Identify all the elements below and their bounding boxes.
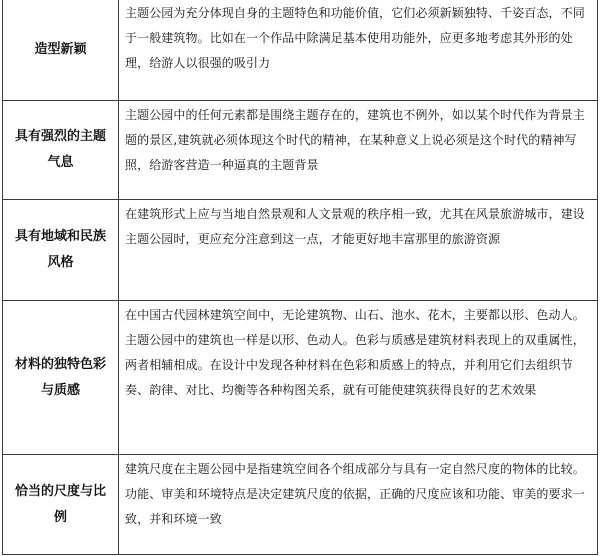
feature-label: 具有地域和民族风格 <box>3 200 119 301</box>
table-row <box>3 101 598 200</box>
table-row <box>3 200 598 301</box>
table-row <box>3 455 598 555</box>
feature-label: 恰当的尺度与比例 <box>3 455 119 555</box>
architecture-features-table <box>2 0 598 555</box>
feature-description: 主题公园中的任何元素都是围绕主题存在的，建筑也不例外，如以某个时代作为背景主题的景区,建筑就必须体现这个时代的精神，在某种意义上说必须是这个时代的精神写照，给游客营造一种逼真的主题背景 <box>119 101 598 200</box>
table-row <box>3 301 598 455</box>
table-row <box>3 0 598 101</box>
feature-label: 造型新颖 <box>3 0 119 101</box>
feature-description: 在建筑形式上应与当地自然景观和人文景观的秩序相一致，尤其在风景旅游城市，建设主题公园时，更应充分注意到这一点，才能更好地丰富那里的旅游资源 <box>119 200 598 301</box>
feature-description: 主题公园为充分体现自身的主题特色和功能价值，它们必须新颖独特、千姿百态，不同于一般建筑物。比如在一个作品中除满足基本使用功能外，应更多地考虑其外形的处理，给游人以很强的吸引力 <box>119 0 598 101</box>
feature-description: 建筑尺度在主题公园中是指建筑空间各个组成部分与具有一定自然尺度的物体的比较。功能、审美和环境特点是决定建筑尺度的依据，正确的尺度应该和功能、审美的要求一致，并和环境一致 <box>119 455 598 555</box>
feature-description: 在中国古代园林建筑空间中，无论建筑物、山石、池水、花木，主要都以形、色动人。主题公园中的建筑也一样是以形、色动人。色彩与质感是建筑材料表现上的双重属性，两者相辅相成。在设计中发现各种材料在色彩和质感上的特点，并利用它们去组织节奏、韵律、对比、均衡等各种构图关系，就有可能使建筑获得良好的艺术效果 <box>119 301 598 455</box>
feature-label: 材料的独特色彩与质感 <box>3 301 119 455</box>
feature-label: 具有强烈的主题气息 <box>3 101 119 200</box>
